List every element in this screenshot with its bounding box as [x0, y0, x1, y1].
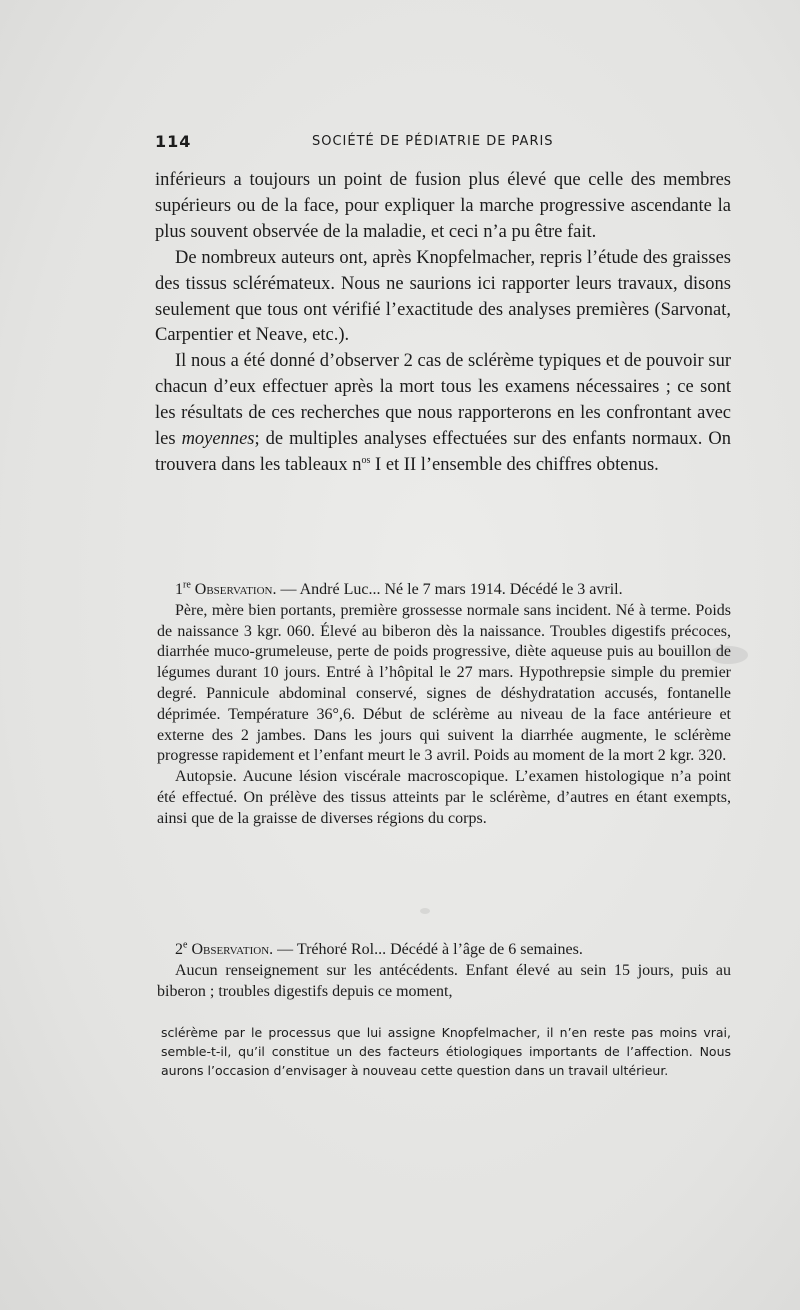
superscript: re [183, 579, 191, 591]
running-title: SOCIÉTÉ DE PÉDIATRIE DE PARIS [312, 134, 554, 149]
page-number: 114 [155, 132, 192, 151]
paragraph-text: Il nous a été donné d’observer 2 cas de sclérème typiques et de pouvoir sur chacun d’eux effectuer après la mort tous les examens nécessaires ; ce sont les résultats de ces recherches que nous rapporterons en les confrontant avec les [155, 351, 731, 450]
paragraph: Aucun renseignement sur les antécédents. Enfant élevé au sein 15 jours, puis au biberon ; troubles digestifs depuis ce moment, [157, 961, 731, 1000]
observation-label: Observation. [191, 941, 274, 958]
paragraph: De nombreux auteurs ont, après Knopfelmacher, repris l’étude des graisses des tissus sclérémateux. Nous ne saurions ici rapporter leurs travaux, disons seulement que tous ont vérifié l’exactitude des analyses premières (Sarvonat, Carpentier et Neave, etc.). [155, 247, 731, 346]
observation-1 [157, 580, 731, 830]
footnote-text: sclérème par le processus que lui assigne Knopfelmacher, il n’en reste pas moins vrai, semble-t-il, qu’il constitue un des facteurs étiologiques importants de l’affection. Nous aurons l’occasion d’envisager à nouveau cette question dans un travail ultérieur. [161, 1025, 731, 1078]
observation-title: — André Luc... Né le 7 mars 1914. Décédé le 3 avril. [276, 581, 623, 598]
paragraph [155, 349, 731, 479]
paragraph-text: I et II l’ensemble des chiffres obtenus. [370, 454, 659, 475]
observation-2 [157, 940, 731, 1002]
paragraph: inférieurs a toujours un point de fusion plus élevé que celle des membres supérieurs ou de la face, pour expliquer la marche progressive ascendante la plus souvent observée de la maladie, et ceci n’a pu être fait. [155, 170, 731, 242]
footnote [161, 1023, 731, 1080]
observation-number: 2 [175, 941, 183, 958]
observation-label: Observation. [194, 581, 277, 598]
paragraph: Père, mère bien portants, première grossesse normale sans incident. Né à terme. Poids de naissance 3 kgr. 060. Élevé au biberon dès la naissance. Troubles digestifs précoces, diarrhée muco-grumeleuse, perte de poids progressive, diète aqueuse puis au bouillon de légumes durant 10 jours. Entré à l’hôpital le 27 mars. Hypothrepsie simple du premier degré. Pannicule abdominal conservé, signes de déshydratation accusés, fontanelle déprimée. Température 36°,6. Début de sclérème au niveau de la face antérieure et externe des 2 jambes. Dans les jours qui suivent la diarrhée augmente, le sclérème progresse rapidement et l’enfant meurt le 3 avril. Poids au moment de la mort 2 kgr. 320. [157, 601, 731, 765]
scan-smudge [420, 908, 430, 914]
main-text [155, 168, 731, 479]
page-header [155, 132, 729, 156]
paragraph: Autopsie. Aucune lésion viscérale macroscopique. L’examen histologique n’a point été effectué. On prélève des tissus atteints par le sclérème, d’autres en étant exempts, ainsi que de la graisse de diverses régions du corps. [157, 768, 731, 827]
observation-heading [157, 940, 731, 961]
observation-number: 1 [175, 581, 183, 598]
superscript: os [361, 454, 371, 466]
superscript: e [183, 939, 188, 951]
italic-term: moyennes [181, 429, 255, 450]
paragraph-text: ; de multiples analyses effectuées sur des enfants normaux. On trouvera dans les tableaux n [155, 429, 731, 475]
observation-heading [157, 580, 731, 601]
observation-title: — Tréhoré Rol... Décédé à l’âge de 6 semaines. [273, 941, 583, 958]
